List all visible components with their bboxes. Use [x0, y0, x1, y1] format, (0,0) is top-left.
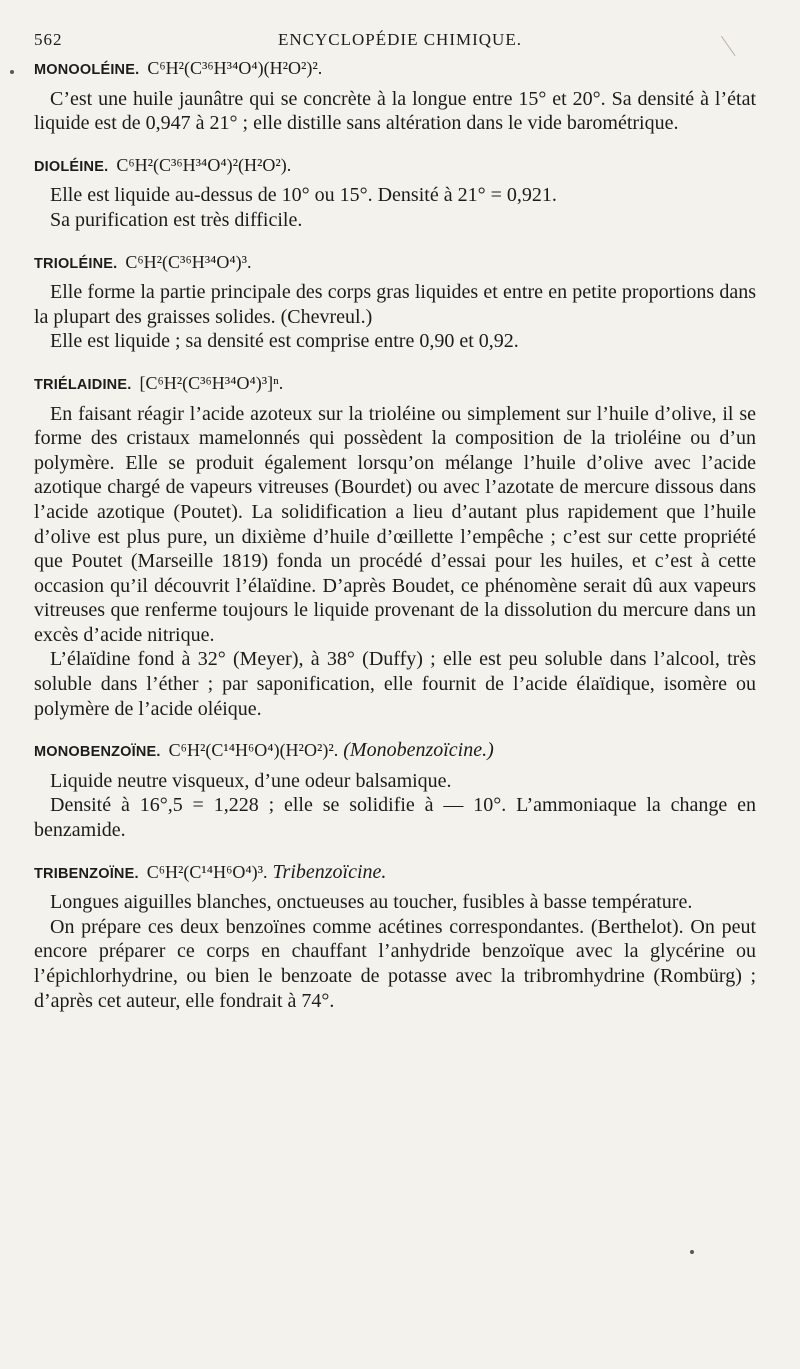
page-header [34, 30, 766, 54]
entry-name: TRIOLÉINE. [34, 255, 118, 272]
paragraph: Elle forme la partie principale des corps gras liquides et entre en petite proportions dans la plupart des graisses solides. (Chevreul.) [34, 281, 756, 328]
paragraph: C’est une huile jaunâtre qui se concrète à la longue entre 15° et 20°. Sa densité à l’état liquide est de 0,947 à 21° ; elle distille sans altération dans le vide barométrique. [34, 87, 756, 135]
entry-name: DIOLÉINE. [34, 158, 109, 175]
entry-formula: [C⁶H²(C³⁶H³⁴O⁴)³]ⁿ. [139, 372, 284, 393]
entry [34, 56, 756, 136]
entry-name: TRIÉLAIDINE. [34, 376, 132, 393]
running-title: ENCYCLOPÉDIE CHIMIQUE. [278, 30, 522, 49]
entry [34, 738, 756, 842]
entry-subtitle: Tribenzoïcine. [272, 860, 387, 883]
scan-speck [690, 1250, 694, 1254]
paragraph: Densité à 16°,5 = 1,228 ; elle se solidifie à — 10°. L’ammoniaque la change en benzamide. [34, 794, 756, 842]
entry-name: MONOBENZOÏNE. [34, 744, 161, 761]
entry-heading [34, 250, 756, 277]
entry-subtitle: (Monobenzoïcine.) [343, 739, 494, 762]
paragraph: En faisant réagir l’acide azoteux sur la trioléine ou simplement sur l’huile d’olive, il se forme des cristaux mamelonnés qui possèdent la composition de la trioléine ou d’un polymère. Elle se produit également lorsqu’on mélange l’huile d’olive avec l’acide azotique chargé de vapeurs vitreuses (Bourdet) ou avec l’azotate de mercure dissous dans l’acide azotique (Poutet). La solidification a lieu d’autant plus rapidement que l’huile d’olive est plus pure, un dixième d’huile d’œillette l’empêche ; c’est sur cette propriété que Poutet (Marseille 1819) fonda un procédé d’essai pour les huiles, et c’est à cette occasion qu’il découvrit l’élaïdine. D’après Boudet, ce phénomène serait dû aux vapeurs vitreuses que renferme toujours le liquide provenant de la dissolution du mercure dans un excès d’acide nitrique. [34, 402, 756, 646]
page-body [34, 56, 756, 1013]
entry-heading [34, 153, 756, 180]
page-number: 562 [34, 30, 63, 49]
paragraph: Sa purification est très difficile. [50, 208, 303, 231]
entry [34, 860, 756, 1014]
paragraph: L’élaïdine fond à 32° (Meyer), à 38° (Duffy) ; elle est peu soluble dans l’alcool, très soluble dans l’éther ; par saponification, elle fournit de l’acide élaïdique, isomère ou polymère de l’acide oléique. [34, 648, 756, 720]
entry-formula: C⁶H²(C³⁶H³⁴O⁴)³. [125, 251, 252, 272]
entry-name: TRIBENZOÏNE. [34, 865, 139, 882]
paragraph: On prépare ces deux benzoïnes comme acétines correspondantes. (Berthelot). On peut encore préparer ce corps en chauffant l’anhydride benzoïque avec la glycérine ou l’épichlorhydrine, ou bien le benzoate de potasse avec la tribromhydrine (Rombürg) ; d’après cet auteur, elle fondrait à 74°. [34, 915, 756, 1012]
entry-formula: C⁶H²(C³⁶H³⁴O⁴)²(H²O²). [116, 154, 292, 175]
entry-heading [34, 860, 756, 887]
paragraph: Elle est liquide ; sa densité est comprise entre 0,90 et 0,92. [50, 330, 519, 353]
paragraph: Elle est liquide au-dessus de 10° ou 15°. Densité à 21° = 0,921. [50, 184, 557, 207]
entry-heading [34, 56, 756, 83]
entry [34, 153, 756, 233]
entry [34, 371, 756, 721]
entry-heading [34, 738, 756, 765]
entry-heading [34, 371, 756, 398]
paragraph: Liquide neutre visqueux, d’une odeur balsamique. [50, 769, 452, 792]
entry [34, 250, 756, 354]
scan-speck [10, 70, 14, 74]
entry-name: MONOOLÉINE. [34, 62, 140, 78]
entry-formula: C⁶H²(C³⁶H³⁴O⁴)(H²O²)². [147, 58, 323, 78]
paragraph: Longues aiguilles blanches, onctueuses au toucher, fusibles à basse température. [50, 891, 693, 914]
entry-formula: C⁶H²(C¹⁴H⁶O⁴)(H²O²)². [168, 740, 339, 761]
entry-formula: C⁶H²(C¹⁴H⁶O⁴)³. [146, 861, 268, 882]
